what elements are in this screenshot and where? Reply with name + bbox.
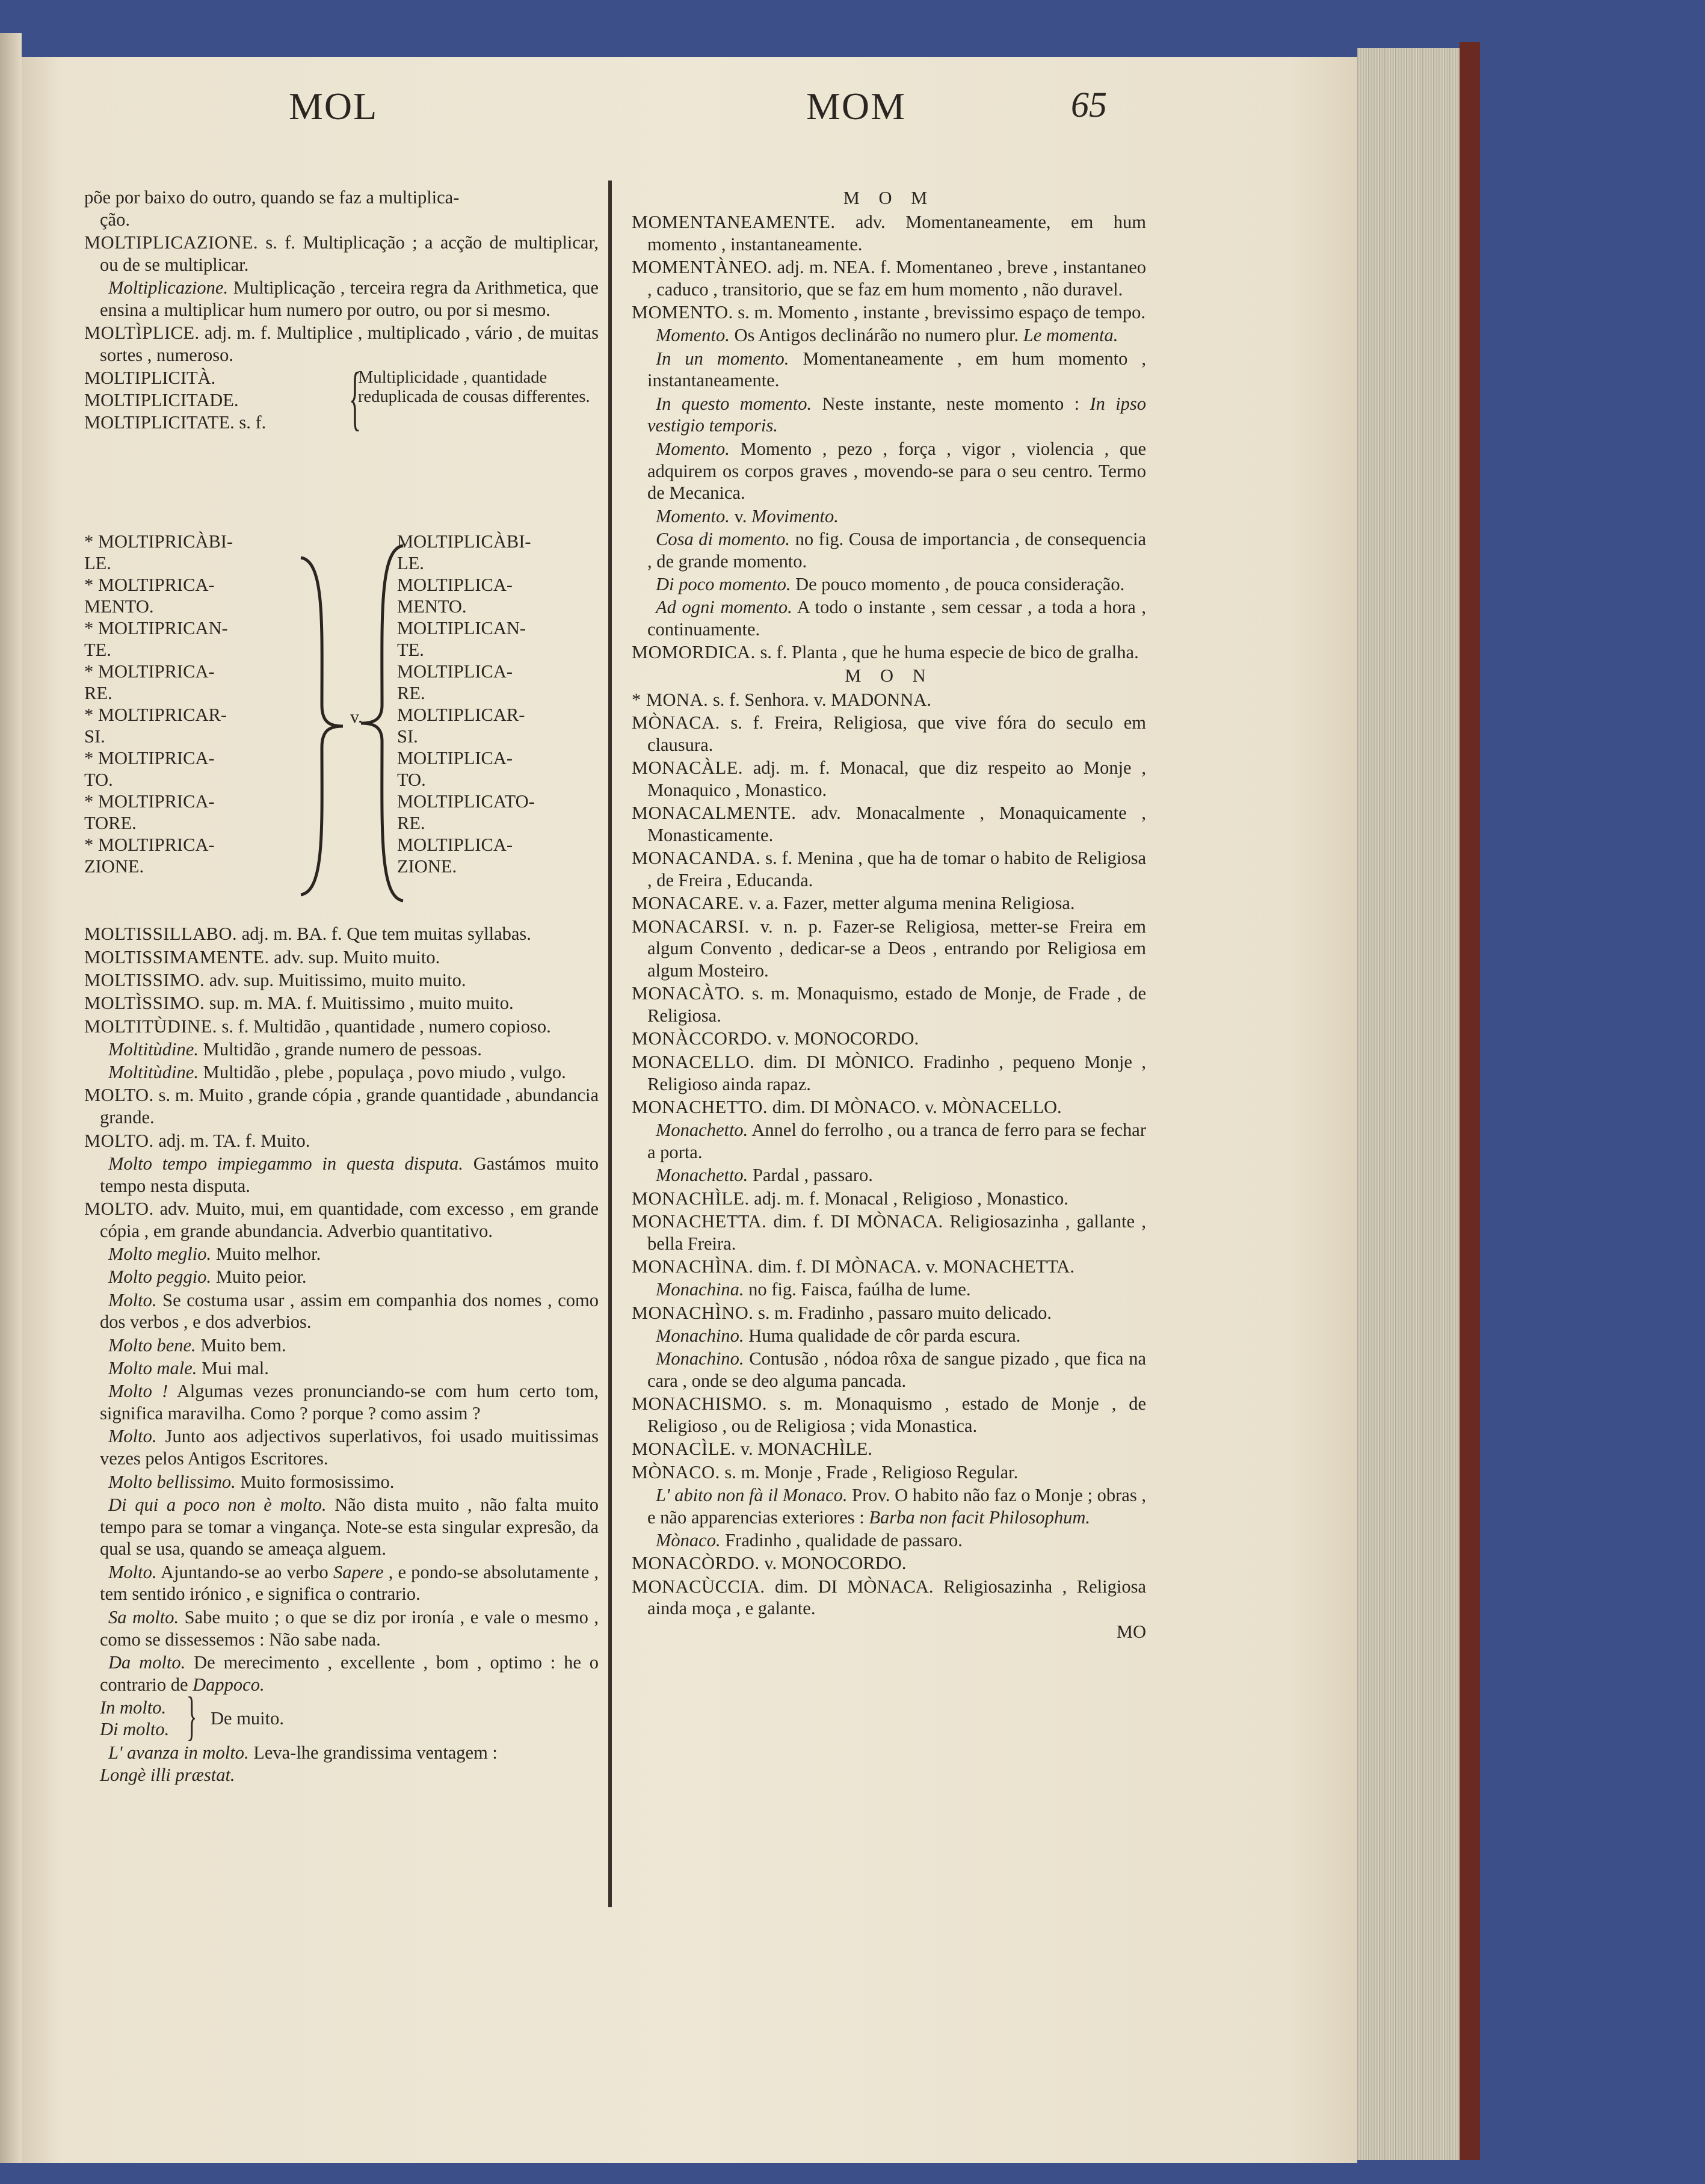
variant-word: LE. [397, 553, 424, 574]
example: Monachetto. Pardal , passaro. [656, 1165, 873, 1186]
headword: MOLTIPLICITATE. s. f. [84, 412, 267, 433]
entry-momentaneamente: MOMENTANEAMENTE. adv. Momentaneamente, em hum momento , instantaneamente. [632, 211, 1147, 254]
variant-word: * MOLTIPRICA- [84, 661, 215, 682]
variant-word: TE. [397, 640, 424, 661]
variant-word: * MOLTIPRICA- [84, 748, 215, 769]
example: In questo momento. Neste instante, neste momento : In ipso vestigio temporis. [647, 393, 1147, 436]
page-number: 65 [1071, 85, 1107, 125]
entry-monachetta: MONACHETTA. dim. f. DI MÒNACA. Religiosazinha , gallante , bella Freira. [632, 1211, 1146, 1254]
example: Molto. Ajuntando-se ao verbo Sapere , e pondo-se absolutamente , tem sentido irónico , e significa o contrario. [100, 1561, 599, 1605]
section-heading: M O M [843, 188, 935, 208]
entry-molto-adj: MOLTO. adj. m. TA. f. Muito. [84, 1130, 310, 1151]
example: Molto male. Mui mal. [108, 1358, 269, 1379]
book-cover [1460, 42, 1480, 2160]
example: In un momento. Momentaneamente , em hum momento , instantaneamente. [647, 348, 1146, 391]
right-column [632, 187, 1146, 1643]
entry-mona: * MONA. s. f. Senhora. v. MADONNA. [632, 689, 931, 710]
left-column [84, 187, 599, 1787]
entry-molto-adv: MOLTO. adv. Muito, mui, em quantidade, com excesso , em grande cópia , em grande abundancia. Adverbio quantitativo. [84, 1198, 599, 1241]
headword: MOLTIPLICITÀ. [84, 368, 216, 389]
definition: Multiplicidade , quantidade reduplicada de cousas differentes. [358, 368, 590, 407]
see-also-mark: v. [350, 707, 363, 727]
variant-word: RE. [397, 813, 425, 834]
entry-molto-noun: MOLTO. s. m. Muito , grande cópia , grande quantidade , abundancia grande. [84, 1085, 599, 1128]
variant-word: RE. [397, 683, 425, 704]
example: Monachino. Huma qualidade de côr parda escura. [656, 1325, 1021, 1346]
example: Molto. Se costuma usar , assim em companhia dos nomes , como dos verbos , e dos adverbios. [100, 1289, 599, 1333]
column-rule [608, 180, 612, 1907]
phrase: In molto. [100, 1697, 167, 1718]
example: Moltitùdine. Multidão , grande numero de pessoas. [108, 1038, 482, 1060]
brace-glyph: { [349, 357, 362, 438]
entry-monachino: MONACHÌNO. s. m. Fradinho , passaro muito delicado. [632, 1302, 1052, 1323]
closing-brace [298, 555, 346, 898]
entry-monacarsi: MONACARSI. v. n. p. Fazer-se Religiosa, metter-se Freira em algum Convento , dedicar-se a Deos , entrando por Religiosa em algum Mosteiro. [632, 916, 1146, 981]
running-head-right: MOM [806, 85, 907, 128]
entry-momordica: MOMORDICA. s. f. Planta , que he huma especie de bico de gralha. [632, 642, 1139, 663]
example: Ad ogni momento. A todo o instante , sem cessar , a toda a hora , continuamente. [647, 597, 1146, 640]
variant-word: MOLTIPLICAN- [397, 618, 526, 639]
example: Momento. Momento , pezo , força , vigor , violencia , que adquirem os corpos graves , movendo-se para o seu centro. Termo de Mecanica. [647, 438, 1146, 504]
entry-monacalmente: MONACALMENTE. adv. Monacalmente , Monaquicamente , Monasticamente. [632, 803, 1146, 845]
entry-monacile: MONACÌLE. v. MONACHÌLE. [632, 1439, 872, 1460]
variant-word: * MOLTIPRICAN- [84, 618, 228, 639]
entry-monaccia: MONACÙCCIA. dim. DI MÒNACA. Religiosazinha , Religiosa ainda moça , e galante. [632, 1576, 1146, 1619]
example: Monachino. Contusão , nódoa rôxa de sangue pizado , que fica na cara , onde se deo alguma pancada. [647, 1348, 1147, 1391]
example: Cosa di momento. no fig. Cousa de importancia , de consequencia , de grande momento. [647, 528, 1147, 572]
entry-monachina: MONACHÌNA. dim. f. DI MÒNACA. v. MONACHETTA. [632, 1256, 1074, 1277]
entry-monacanda: MONACANDA. s. f. Menina , que ha de tomar o habito de Religiosa , de Freira , Educanda. [632, 848, 1146, 890]
entry-monacare: MONACARE. v. a. Fazer, metter alguma menina Religiosa. [632, 893, 1075, 914]
example: L' avanza in molto. Leva-lhe grandissima ventagem : Longè illi præstat. [100, 1742, 498, 1785]
example: Molto meglio. Muito melhor. [108, 1244, 321, 1265]
variant-word: * MOLTIPRICA- [84, 575, 215, 596]
variant-word: MOLTIPLICATO- [397, 791, 535, 812]
variant-word: ZIONE. [84, 856, 144, 877]
variant-word: MOLTIPLICÀBI- [397, 531, 531, 552]
variant-word: TORE. [84, 813, 137, 834]
variants-block [84, 531, 599, 922]
example: Molto tempo impiegammo in questa disputa. Gastámos muito tempo nesta disputa. [100, 1153, 599, 1196]
example-de-muito [84, 1686, 599, 1746]
variant-word: * MOLTIPRICAR- [84, 705, 227, 726]
variant-word: TO. [84, 770, 113, 791]
variant-word: * MOLTIPRICA- [84, 834, 215, 856]
running-head-left: MOL [289, 85, 378, 128]
example: Da molto. De merecimento , excellente , bom , optimo : he o contrario de Dappoco. [100, 1652, 599, 1695]
entry-moltissimamente: MOLTISSIMAMENTE. adv. sup. Muito muito. [84, 946, 440, 967]
entry-moltiplice: MOLTÌPLICE. adj. m. f. Multiplice , multiplicado , vário , de muitas sortes , numeroso. [84, 322, 599, 366]
catchword: MO [1116, 1621, 1146, 1642]
variant-word: MOLTIPLICAR- [397, 705, 525, 726]
entry-moltissillabo: MOLTISSILLABO. adj. m. BA. f. Que tem muitas syllabas. [84, 924, 531, 945]
variant-word: SI. [397, 726, 418, 747]
example: Moltiplicazione. Multiplicação , terceira regra da Arithmetica, que ensina a multiplicar hum numero por outro, ou por si mesmo. [100, 277, 599, 320]
entry-monachetto: MONACHETTO. dim. DI MÒNACO. v. MÒNACELLO. [632, 1096, 1062, 1117]
entry-group-moltiplicita [84, 357, 599, 529]
example: Mònaco. Fradinho , qualidade de passaro. [656, 1530, 963, 1551]
entry-monaco: MÒNACO. s. m. Monje , Frade , Religioso Regular. [632, 1461, 1019, 1482]
example: Sa molto. Sabe muito ; o que se diz por ironía , e vale o mesmo , como se dissessemos : Não sabe nada. [100, 1606, 599, 1650]
entry-monacello: MONACELLO. dim. DI MÒNICO. Fradinho , pequeno Monje , Religioso ainda rapaz. [632, 1051, 1146, 1094]
variant-word: ZIONE. [397, 856, 457, 877]
entry-monachismo: MONACHISMO. s. m. Monaquismo , estado de Monje , de Religioso , ou de Religiosa ; vida Monastica. [632, 1393, 1146, 1437]
entry-momento: MOMENTO. s. m. Momento , instante , brevissimo espaço de tempo. [632, 301, 1145, 322]
variant-word: MENTO. [84, 596, 154, 617]
example: Momento. Os Antigos declinárão no numero plur. Le momenta. [656, 325, 1118, 346]
entry-monacale: MONACÀLE. adj. m. f. Monacal, que diz respeito ao Monje , Monaquico , Monastico. [632, 757, 1146, 800]
facing-page-edge [0, 33, 22, 2163]
section-heading: M O N [845, 665, 933, 686]
headword: MOLTIPLICITADE. [84, 390, 239, 411]
variant-word: TO. [397, 770, 426, 791]
example: Monachetto. Annel do ferrolho , ou a tranca de ferro para se fechar a porta. [647, 1120, 1146, 1162]
entry-monacordo: MONACÒRDO. v. MONOCORDO. [632, 1553, 907, 1574]
entry-monacato: MONACÀTO. s. m. Monaquismo, estado de Monje, de Frade , de Religiosa. [632, 983, 1147, 1026]
variant-word: MOLTIPLICA- [397, 834, 513, 856]
entry-moltissimo-adv: MOLTISSIMO. adv. sup. Muitissimo, muito muito. [84, 969, 466, 990]
example: Moltitùdine. Multidão , plebe , populaça , povo miudo , vulgo. [108, 1062, 566, 1083]
variant-word: MOLTIPLICA- [397, 661, 513, 682]
variant-word: MENTO. [397, 596, 467, 617]
variant-word: MOLTIPLICA- [397, 748, 513, 769]
variant-word: MOLTIPLICA- [397, 575, 513, 596]
example: Momento. v. Movimento. [656, 505, 839, 526]
page-block-edge [1357, 48, 1460, 2160]
variant-word: * MOLTIPRICA- [84, 791, 215, 812]
entry-monachile: MONACHÌLE. adj. m. f. Monacal , Religioso , Monastico. [632, 1188, 1068, 1209]
entry-momentaneo: MOMENTÀNEO. adj. m. NEA. f. Momentaneo , breve , instantaneo , caduco , transitorio, que se faz em hum momento , não duravel. [632, 256, 1147, 300]
brace-glyph: } [187, 1686, 197, 1746]
entry-moltissimo-sup: MOLTÌSSIMO. sup. m. MA. f. Muitissimo , muito muito. [84, 993, 514, 1014]
variant-word: TE. [84, 640, 111, 661]
variant-word: SI. [84, 726, 105, 747]
example: Monachina. no fig. Faisca, faúlha de lume. [656, 1279, 971, 1300]
example: L' abito non fà il Monaco. Prov. O habito não faz o Monje ; obras , e não apparencias exteriores : Barba non facit Philosophum. [647, 1484, 1146, 1528]
example: Di poco momento. De pouco momento , de pouca consideração. [656, 574, 1125, 595]
translation: De muito. [211, 1707, 284, 1729]
example: Molto. Junto aos adjectivos superlativos, foi usado muitissimas vezes pelos Antigos Escritores. [100, 1426, 599, 1469]
variant-word: RE. [84, 683, 113, 704]
variant-word: * MOLTIPRICÀBI- [84, 531, 233, 552]
variant-word: LE. [84, 553, 111, 574]
example: Molto bene. Muito bem. [108, 1334, 286, 1356]
example: Molto ! Algumas vezes pronunciando-se com hum certo tom, significa maravilha. Como ? porque ? como assim ? [100, 1381, 599, 1424]
continuation-text: põe por baixo do outro, quando se faz a multiplica- ção. [84, 187, 460, 230]
example: Di qui a poco non è molto. Não dista muito , não falta muito tempo para se tomar a vingança. Note-se esta singular expresão, da qual se usa, quando se ameaça alguem. [100, 1494, 599, 1559]
example: Molto peggio. Muito peior. [108, 1266, 307, 1288]
entry-moltitudine: MOLTITÙDINE. s. f. Multidão , quantidade , numero copioso. [84, 1016, 551, 1037]
entry-monaca: MÒNACA. s. f. Freira, Religiosa, que vive fóra do seculo em clausura. [632, 712, 1146, 755]
phrase: Di molto. [100, 1718, 170, 1739]
entry-moltiplicazione: MOLTIPLICAZIONE. s. f. Multiplicação ; a acção de multiplicar, ou de se multiplicar. [84, 232, 599, 275]
example: Molto bellissimo. Muito formosissimo. [108, 1471, 395, 1492]
entry-monaccordo: MONÀCCORDO. v. MONOCORDO. [632, 1028, 919, 1049]
